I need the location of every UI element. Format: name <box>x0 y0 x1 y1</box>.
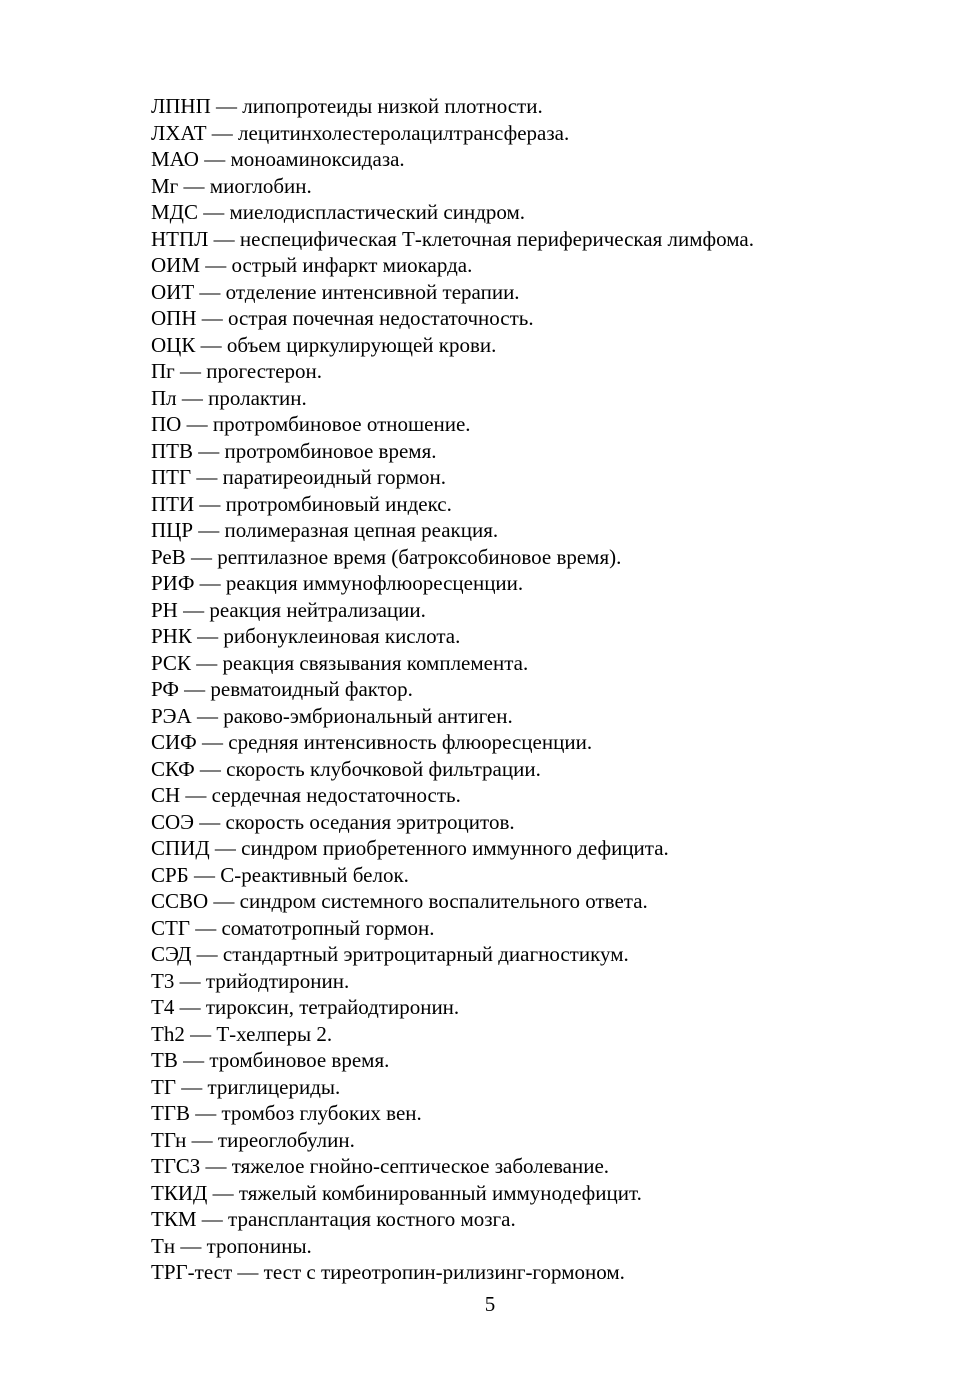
abbreviation-entry: НТПЛ — неспецифическая Т-клеточная периферическая лимфома. <box>151 226 754 251</box>
abbreviation-entry: Т4 — тироксин, тетрайодтиронин. <box>151 995 460 1019</box>
abbreviation-entry: ПЦР — полимеразная цепная реакция. <box>151 518 499 542</box>
abbreviation-entry: Пл — пролактин. <box>151 385 307 410</box>
abbreviation-entry: Тн — тропонины. <box>151 1233 312 1258</box>
abbreviation-entry: Мг — миоглобин. <box>151 173 312 198</box>
abbreviation-entry: ТВ — тромбиновое время. <box>151 1048 390 1072</box>
abbreviation-entry: ТГн — тиреоглобулин. <box>151 1127 355 1152</box>
abbreviation-entry: ТКМ — трансплантация костного мозга. <box>151 1207 516 1231</box>
abbreviation-entry: ПТГ — паратиреоидный гормон. <box>151 465 447 489</box>
abbreviation-entry: РСК — реакция связывания комплемента. <box>151 650 529 675</box>
abbreviation-entry: СИФ — средняя интенсивность флюоресценции. <box>151 730 593 754</box>
abbreviation-entry: ОПН — острая почечная недостаточность. <box>151 306 534 330</box>
abbreviation-entry: ТГВ — тромбоз глубоких вен. <box>151 1101 422 1125</box>
abbreviation-entry: СПИД — синдром приобретенного иммунного дефицита. <box>151 836 669 860</box>
abbreviation-entry: ТРГ-тест — тест с тиреотропин-рилизинг-гормоном. <box>151 1260 625 1284</box>
page-number: 5 <box>484 1292 496 1316</box>
abbreviation-entry: СКФ — скорость клубочковой фильтрации. <box>151 756 541 781</box>
abbreviation-entry: РНК — рибонуклеиновая кислота. <box>151 624 461 648</box>
abbreviation-entry: РН — реакция нейтрализации. <box>151 597 426 622</box>
abbreviation-entry: РЭА — раково-эмбриональный антиген. <box>151 703 513 728</box>
abbreviation-entry: СТГ — соматотропный гормон. <box>151 915 435 940</box>
abbreviation-entry: Т3 — трийодтиронин. <box>151 968 350 993</box>
abbreviation-entry: Пг — прогестерон. <box>151 359 323 383</box>
abbreviation-entry: Th2 — Т-хелперы 2. <box>151 1021 333 1046</box>
abbreviation-entry: ПТИ — протромбиновый индекс. <box>151 491 452 516</box>
abbreviation-entry: СРБ — С-реактивный белок. <box>151 862 409 887</box>
abbreviation-entry: ПО — протромбиновое отношение. <box>151 412 471 436</box>
abbreviation-entry: ОИТ — отделение интенсивной терапии. <box>151 279 520 304</box>
abbreviation-entry: РеВ — рептилазное время (батроксобиновое время). <box>151 544 622 569</box>
abbreviation-entry: ОИМ — острый инфаркт миокарда. <box>151 253 473 277</box>
abbreviation-entry: РФ — ревматоидный фактор. <box>151 677 413 701</box>
abbreviation-entry: СН — сердечная недостаточность. <box>151 783 461 807</box>
abbreviation-entry: ЛХАТ — лецитинхолестеролацилтрансфераза. <box>151 120 570 145</box>
abbreviation-entry: ЛПНП — липопротеиды низкой плотности. <box>151 94 543 118</box>
abbreviation-entry: ПТВ — протромбиновое время. <box>151 438 437 463</box>
abbreviation-list <box>151 93 754 1286</box>
abbreviation-entry: ТКИД — тяжелый комбинированный иммунодефицит. <box>151 1180 642 1205</box>
abbreviation-entry: СОЭ — скорость оседания эритроцитов. <box>151 809 515 834</box>
abbreviation-entry: СЭД — стандартный эритроцитарный диагностикум. <box>151 942 629 966</box>
abbreviation-entry: ОЦК — объем циркулирующей крови. <box>151 332 497 357</box>
abbreviation-entry: ТГ — триглицериды. <box>151 1074 341 1099</box>
abbreviation-entry: МДС — миелодиспластический синдром. <box>151 200 526 224</box>
abbreviation-entry: МАО — моноаминоксидаза. <box>151 147 405 171</box>
abbreviation-entry: ССВО — синдром системного воспалительного ответа. <box>151 889 648 913</box>
abbreviation-entry: РИФ — реакция иммунофлюоресценции. <box>151 571 524 595</box>
abbreviation-entry: ТГСЗ — тяжелое гнойно-септическое заболевание. <box>151 1154 610 1178</box>
